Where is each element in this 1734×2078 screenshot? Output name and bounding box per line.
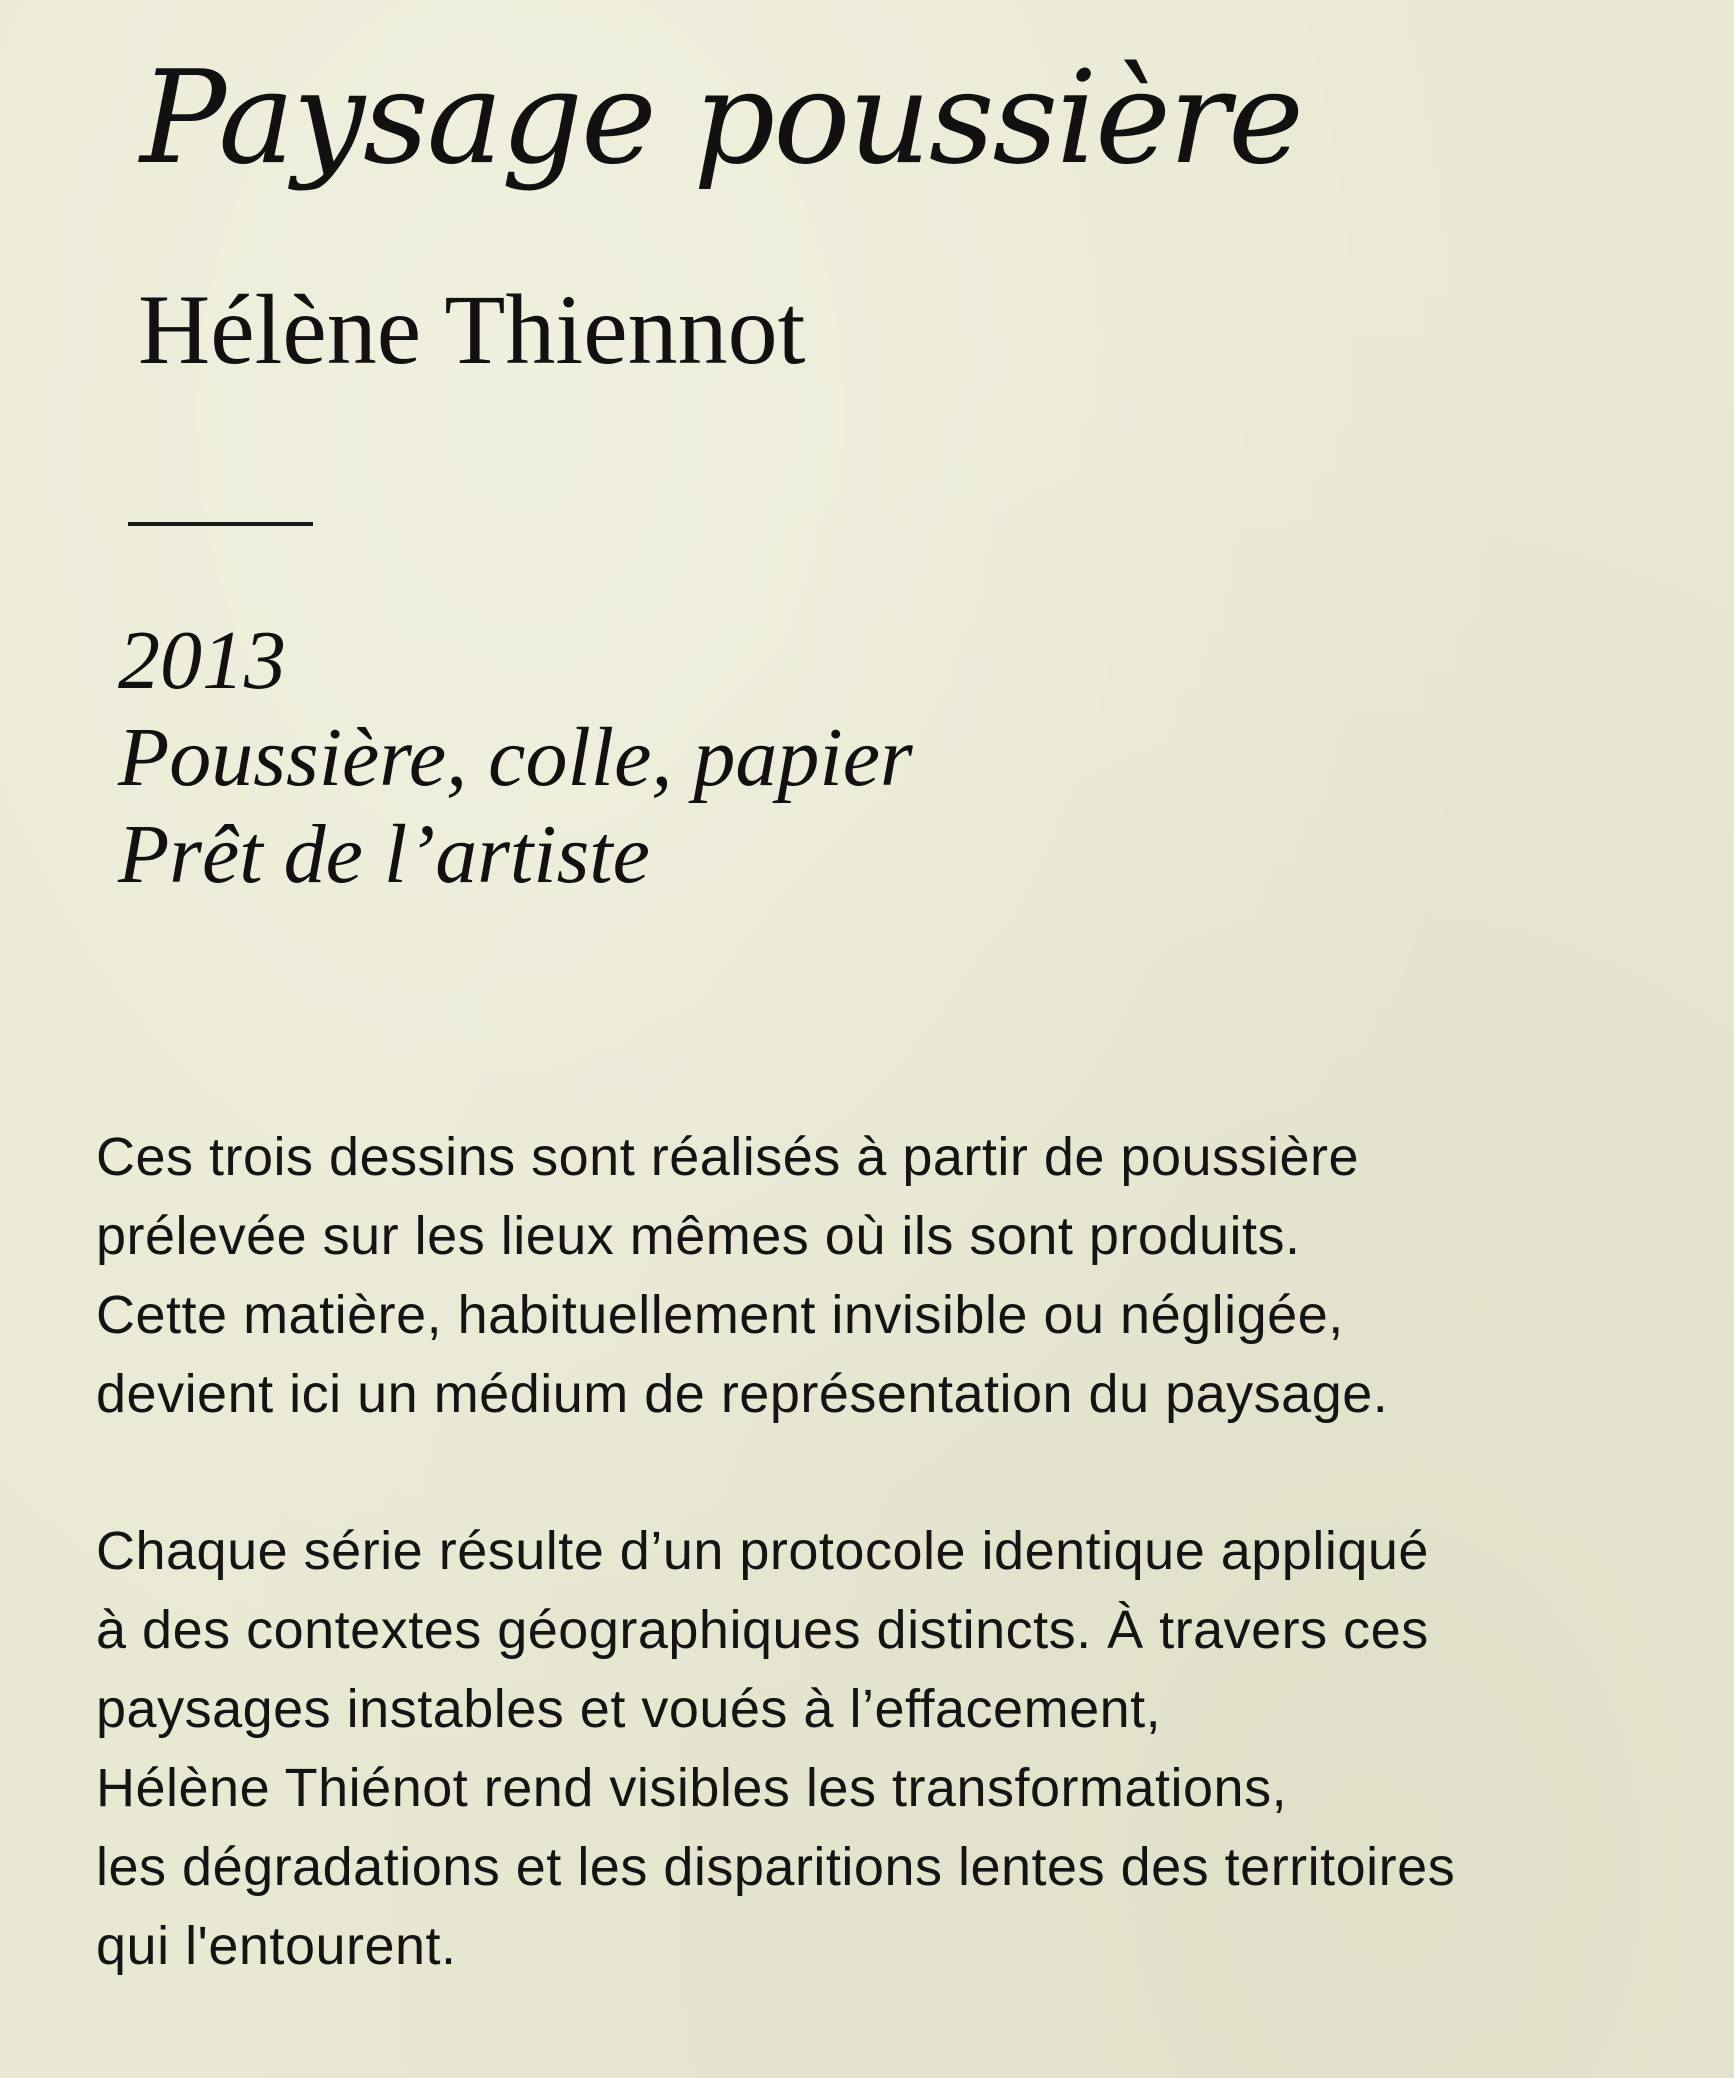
- text-line: devient ici un médium de représentation du paysage.: [96, 1364, 1389, 1424]
- text-line: qui l'entourent.: [96, 1916, 457, 1976]
- text-line: Hélène Thiénot rend visibles les transformations,: [96, 1758, 1288, 1818]
- description-paragraph-1: [96, 1118, 1388, 1434]
- description-paragraph-2: [96, 1512, 1455, 1986]
- text-line: Chaque série résulte d’un protocole identique appliqué: [96, 1521, 1429, 1581]
- artwork-credit: Prêt de l’artiste: [118, 808, 650, 901]
- artwork-year: 2013: [118, 614, 286, 707]
- text-line: paysages instables et voués à l’effacement,: [96, 1679, 1162, 1739]
- text-line: Ces trois dessins sont réalisés à partir de poussière: [96, 1127, 1360, 1187]
- artwork-details: [118, 612, 913, 903]
- artwork-title: Paysage poussière: [140, 44, 1302, 193]
- text-line: prélevée sur les lieux mêmes où ils sont produits.: [96, 1206, 1301, 1266]
- text-line: Cette matière, habituellement invisible ou négligée,: [96, 1285, 1344, 1345]
- text-line: les dégradations et les disparitions lentes des territoires: [96, 1837, 1456, 1897]
- artist-name: Hélène Thiennot: [138, 274, 806, 385]
- artwork-medium: Poussière, colle, papier: [118, 711, 913, 804]
- divider-rule: [128, 522, 313, 526]
- text-line: à des contextes géographiques distincts. À travers ces: [96, 1600, 1429, 1660]
